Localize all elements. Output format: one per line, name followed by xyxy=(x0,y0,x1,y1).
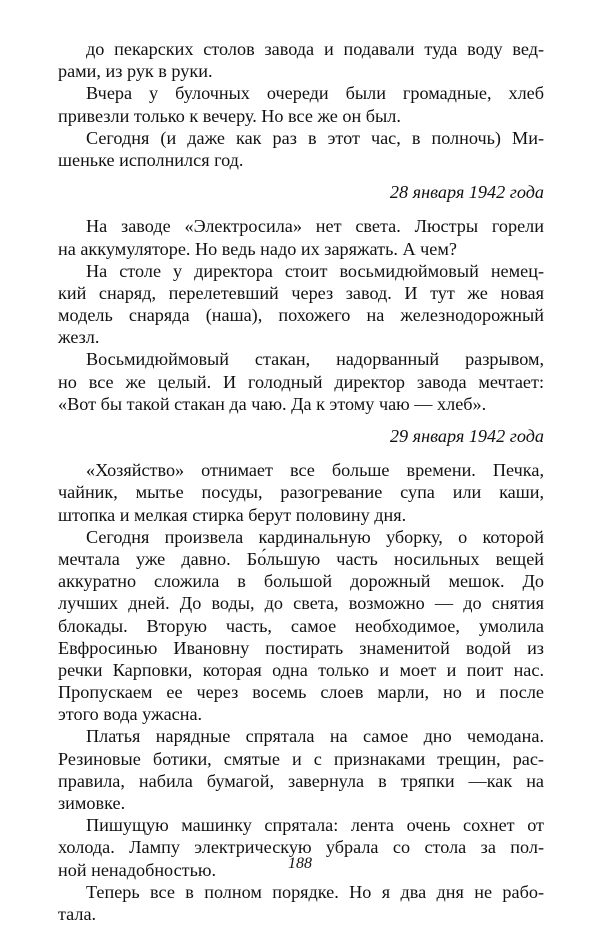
text-line: до пекарских столов завода и подавали туда воду вед- xyxy=(86,39,544,59)
text-line: блокады. Вторую часть, самое необходимое, умолила xyxy=(58,615,544,636)
text-line: зимовке. xyxy=(58,793,126,813)
paragraph xyxy=(58,82,544,126)
page-number: 188 xyxy=(288,855,312,872)
text-line: мечтала уже давно. Бо́льшую часть носильных вещей xyxy=(58,548,544,569)
date-heading: 28 января 1942 года xyxy=(389,182,544,203)
text-line: Пишущую машинку спрятала: лента очень сохнет от xyxy=(86,815,544,836)
text-line: Сегодня (и даже как раз в этот час, в полночь) Ми- xyxy=(86,127,544,148)
text-line: речки Карповки, которая одна только и моет и поит нас. xyxy=(58,659,544,680)
paragraph xyxy=(58,348,544,415)
text-line: Сегодня произвела кардинальную уборку, о которой xyxy=(86,526,544,547)
paragraph xyxy=(58,260,544,349)
text-line: Теперь все в полном порядке. Но я два дня не рабо- xyxy=(86,881,544,902)
paragraph xyxy=(58,526,544,726)
text-line: этого вода ужасна. xyxy=(58,704,203,725)
text-line: тала. xyxy=(58,903,97,924)
paragraph xyxy=(58,881,544,925)
text-line: Резиновые ботики, смятые и с признаками трещин, рас- xyxy=(58,748,544,769)
text-line: На заводе «Электросила» нет света. Люстры горели xyxy=(86,216,544,237)
date-heading: 29 января 1942 года xyxy=(389,426,544,446)
text-line: «Хозяйство» отнимает все больше времени. Печка, xyxy=(86,460,544,481)
text-line: Вчера у булочных очереди были громадные, хлеб xyxy=(86,83,544,104)
text-line: На столе у директора стоит восьмидюймовый немец- xyxy=(86,260,544,281)
text-line: холода. Лампу электрическую убрала со стола за пол- xyxy=(58,837,544,858)
text-line: правила, набила бумагой, завернула в тряпки —как на xyxy=(58,770,544,791)
text-line: Платья нарядные спрятала на самое дно чемодана. xyxy=(86,726,544,747)
text-line: Евфросинью Ивановну постирать знаменитой водой из xyxy=(58,637,544,658)
text-line: лучших дней. До воды, до света, возможно — до снятия xyxy=(58,593,544,614)
paragraph xyxy=(58,459,544,526)
text-line: но все же целый. И голодный директор завода мечтает: xyxy=(58,371,544,392)
text-line: привезли только к вечеру. Но все же он был. xyxy=(58,105,401,126)
page-text xyxy=(58,38,544,925)
text-line: шеньке исполнился год. xyxy=(58,149,244,170)
text-line: чайник, мытье посуды, разогревание супа или каши, xyxy=(58,482,544,503)
text-line: Пропускаем ее через восемь слоев марли, но и после xyxy=(58,682,544,703)
text-line: «Вот бы такой стакан да чаю. Да к этому чаю — хлеб». xyxy=(58,393,487,414)
text-line: рами, из рук в руки. xyxy=(58,61,213,82)
text-line: модель снаряда (наша), похожего на железнодорожный xyxy=(58,305,544,326)
text-line: кий снаряд, перелетевший через завод. И тут же новая xyxy=(58,282,544,303)
text-line: на аккумуляторе. Но ведь надо их заряжать. А чем? xyxy=(58,238,457,259)
text-line: штопка и мелкая стирка берут половину дня. xyxy=(58,504,407,525)
paragraph xyxy=(58,725,544,814)
paragraph xyxy=(58,127,544,171)
paragraph xyxy=(58,38,544,82)
text-line: Восьмидюймовый стакан, надорванный разрывом, xyxy=(86,349,544,370)
paragraph xyxy=(58,215,544,259)
text-line: жезл. xyxy=(58,327,100,348)
text-line: аккуратно сложила в большой дорожный мешок. До xyxy=(58,571,544,592)
text-line: ной ненадобностью. xyxy=(58,859,217,880)
